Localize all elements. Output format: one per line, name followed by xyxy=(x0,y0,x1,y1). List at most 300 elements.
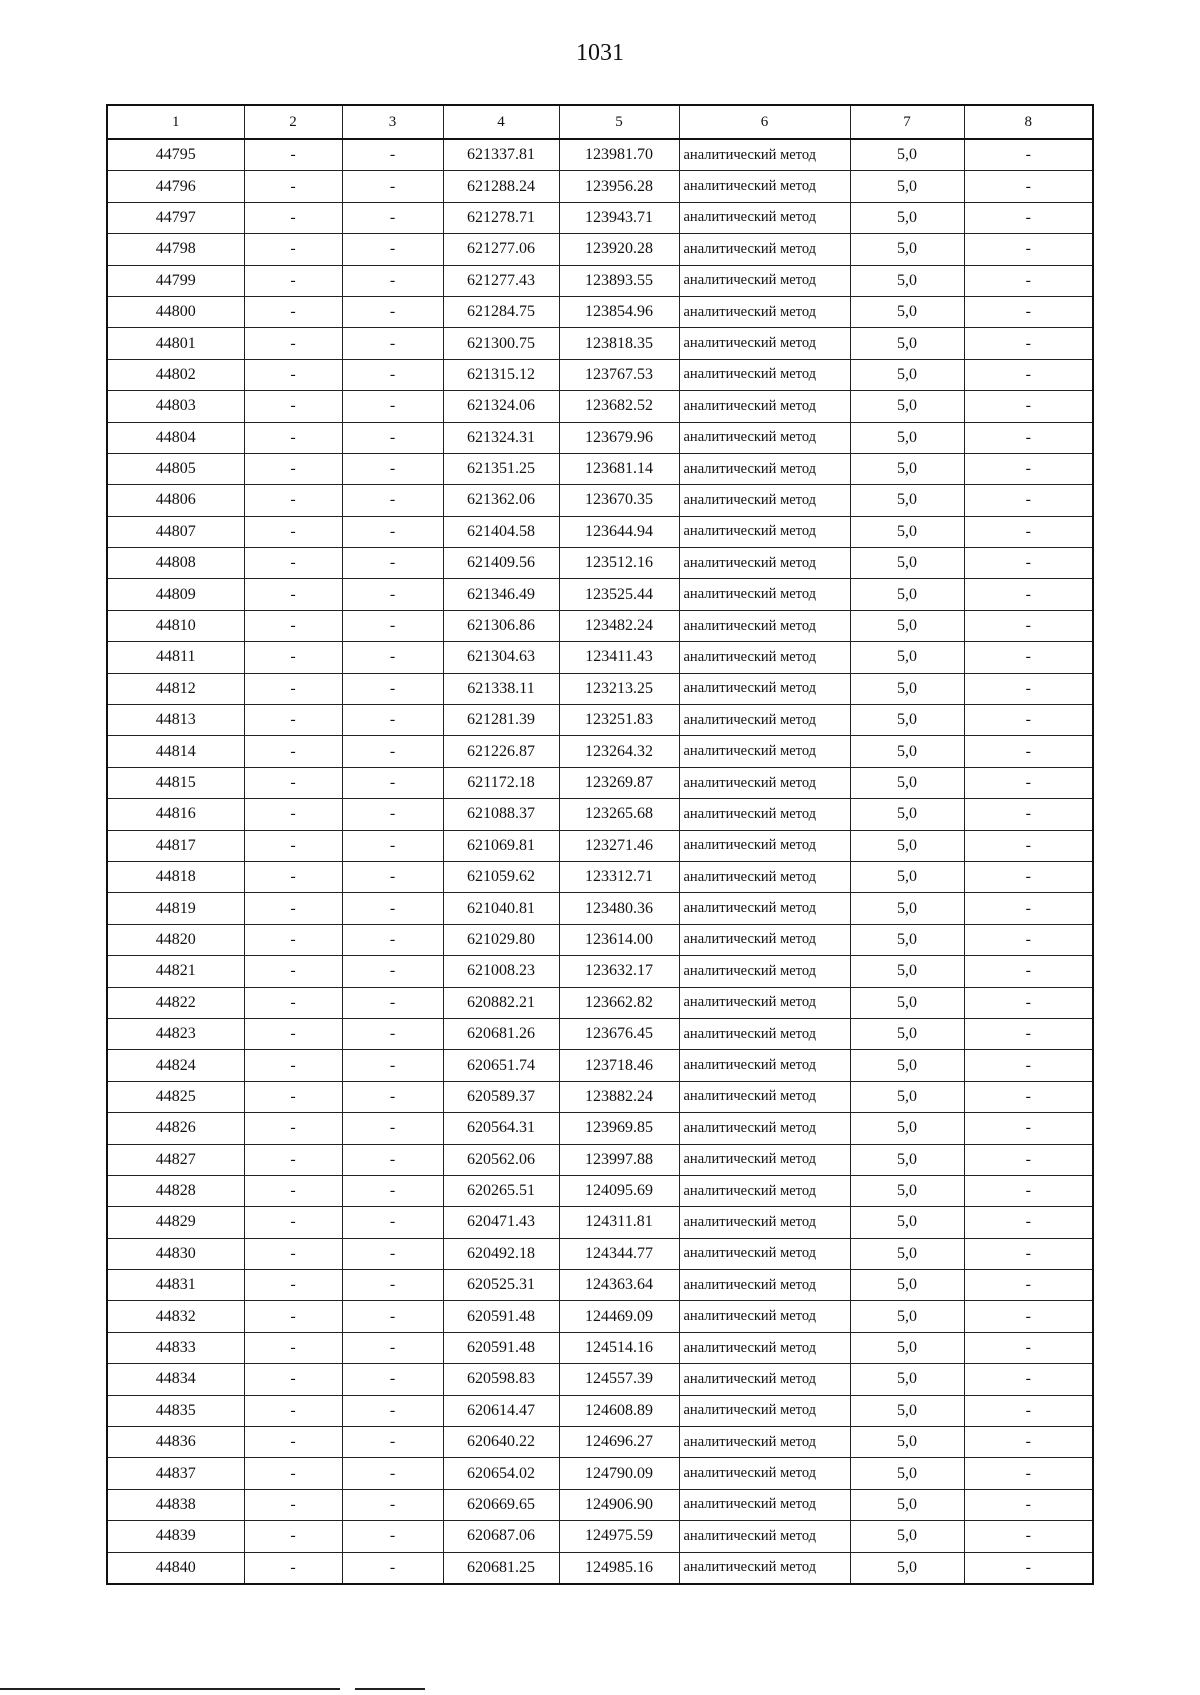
table-cell: аналитический метод xyxy=(679,1552,850,1584)
table-cell: 5,0 xyxy=(850,485,964,516)
table-cell: - xyxy=(342,1301,443,1332)
table-cell: 5,0 xyxy=(850,1113,964,1144)
table-row xyxy=(107,234,1093,265)
table-cell: 44820 xyxy=(107,924,244,955)
table-cell: - xyxy=(244,579,342,610)
table-cell: 620654.02 xyxy=(443,1458,559,1489)
table-cell: 621337.81 xyxy=(443,139,559,171)
table-cell: 5,0 xyxy=(850,799,964,830)
table-cell: 5,0 xyxy=(850,548,964,579)
table-cell: 123512.16 xyxy=(559,548,679,579)
table-cell: - xyxy=(244,1395,342,1426)
table-cell: 123644.94 xyxy=(559,516,679,547)
table-cell: 5,0 xyxy=(850,139,964,171)
table-cell: 5,0 xyxy=(850,171,964,202)
table-cell: 44808 xyxy=(107,548,244,579)
table-cell: аналитический метод xyxy=(679,1238,850,1269)
table-cell: 621278.71 xyxy=(443,202,559,233)
table-cell: 621059.62 xyxy=(443,861,559,892)
table-cell: 5,0 xyxy=(850,610,964,641)
table-cell: - xyxy=(244,1364,342,1395)
table-cell: - xyxy=(342,893,443,924)
table-cell: 124363.64 xyxy=(559,1270,679,1301)
table-row xyxy=(107,359,1093,390)
table-cell: аналитический метод xyxy=(679,1332,850,1363)
table-cell: - xyxy=(342,705,443,736)
table-cell: 621281.39 xyxy=(443,705,559,736)
table-cell: аналитический метод xyxy=(679,139,850,171)
table-cell: 44818 xyxy=(107,861,244,892)
table-cell: - xyxy=(342,610,443,641)
table-cell: 44805 xyxy=(107,453,244,484)
table-cell: аналитический метод xyxy=(679,1018,850,1049)
table-cell: - xyxy=(964,1521,1093,1552)
table-cell: - xyxy=(244,1081,342,1112)
table-cell: 5,0 xyxy=(850,296,964,327)
coordinates-table xyxy=(106,104,1094,1585)
table-cell: 123882.24 xyxy=(559,1081,679,1112)
table-cell: 44811 xyxy=(107,642,244,673)
table-cell: 620562.06 xyxy=(443,1144,559,1175)
table-cell: - xyxy=(342,1018,443,1049)
table-cell: - xyxy=(964,705,1093,736)
table-row xyxy=(107,579,1093,610)
table-cell: 123969.85 xyxy=(559,1113,679,1144)
table-cell: - xyxy=(244,1301,342,1332)
table-cell: 123525.44 xyxy=(559,579,679,610)
column-header: 6 xyxy=(679,105,850,139)
table-cell: - xyxy=(964,1395,1093,1426)
table-cell: аналитический метод xyxy=(679,1364,850,1395)
table-cell: 620564.31 xyxy=(443,1113,559,1144)
table-row xyxy=(107,485,1093,516)
table-cell: - xyxy=(964,673,1093,704)
table-cell: аналитический метод xyxy=(679,861,850,892)
table-cell: 620591.48 xyxy=(443,1332,559,1363)
table-cell: 44827 xyxy=(107,1144,244,1175)
table-cell: 123920.28 xyxy=(559,234,679,265)
table-cell: 124514.16 xyxy=(559,1332,679,1363)
table-cell: 5,0 xyxy=(850,265,964,296)
table-cell: 44832 xyxy=(107,1301,244,1332)
table-cell: - xyxy=(244,548,342,579)
table-cell: - xyxy=(964,1364,1093,1395)
table-cell: - xyxy=(964,516,1093,547)
table-cell: - xyxy=(244,328,342,359)
table-cell: 44825 xyxy=(107,1081,244,1112)
table-cell: 44839 xyxy=(107,1521,244,1552)
table-cell: 123681.14 xyxy=(559,453,679,484)
table-cell: - xyxy=(342,296,443,327)
table-cell: - xyxy=(342,516,443,547)
table-cell: 123893.55 xyxy=(559,265,679,296)
table-cell: 44829 xyxy=(107,1207,244,1238)
table-cell: - xyxy=(244,987,342,1018)
table-cell: 621324.31 xyxy=(443,422,559,453)
table-cell: 44821 xyxy=(107,956,244,987)
table-cell: - xyxy=(342,1521,443,1552)
table-cell: - xyxy=(342,1081,443,1112)
table-cell: - xyxy=(964,1113,1093,1144)
table-cell: 44815 xyxy=(107,767,244,798)
column-header: 3 xyxy=(342,105,443,139)
table-cell: аналитический метод xyxy=(679,171,850,202)
table-cell: - xyxy=(964,1050,1093,1081)
table-cell: - xyxy=(244,1050,342,1081)
table-cell: 44810 xyxy=(107,610,244,641)
table-cell: - xyxy=(964,1427,1093,1458)
table-row xyxy=(107,799,1093,830)
table-row xyxy=(107,1270,1093,1301)
table-cell: 5,0 xyxy=(850,422,964,453)
table-cell: - xyxy=(342,328,443,359)
table-cell: аналитический метод xyxy=(679,799,850,830)
table-cell: аналитический метод xyxy=(679,1395,850,1426)
table-cell: 5,0 xyxy=(850,234,964,265)
table-cell: - xyxy=(244,391,342,422)
table-cell: 621069.81 xyxy=(443,830,559,861)
table-cell: - xyxy=(964,1207,1093,1238)
table-cell: 123213.25 xyxy=(559,673,679,704)
table-cell: 621172.18 xyxy=(443,767,559,798)
table-cell: - xyxy=(964,359,1093,390)
table-cell: 44800 xyxy=(107,296,244,327)
table-cell: аналитический метод xyxy=(679,1301,850,1332)
table-cell: 5,0 xyxy=(850,1081,964,1112)
table-cell: 44823 xyxy=(107,1018,244,1049)
table-cell: - xyxy=(244,924,342,955)
table-cell: 123679.96 xyxy=(559,422,679,453)
table-cell: - xyxy=(342,422,443,453)
table-cell: 621306.86 xyxy=(443,610,559,641)
table-cell: - xyxy=(244,799,342,830)
table-cell: - xyxy=(342,265,443,296)
table-cell: - xyxy=(964,1552,1093,1584)
table-cell: аналитический метод xyxy=(679,548,850,579)
table-cell: 5,0 xyxy=(850,1364,964,1395)
table-cell: 44798 xyxy=(107,234,244,265)
table-cell: 620651.74 xyxy=(443,1050,559,1081)
table-cell: 5,0 xyxy=(850,1427,964,1458)
table-cell: аналитический метод xyxy=(679,673,850,704)
table-cell: - xyxy=(342,767,443,798)
table-row xyxy=(107,548,1093,579)
table-cell: - xyxy=(244,202,342,233)
table-cell: 5,0 xyxy=(850,202,964,233)
table-cell: 123997.88 xyxy=(559,1144,679,1175)
table-cell: - xyxy=(244,610,342,641)
table-cell: 5,0 xyxy=(850,767,964,798)
table-cell: 5,0 xyxy=(850,1050,964,1081)
table-cell: - xyxy=(244,893,342,924)
table-cell: - xyxy=(342,1238,443,1269)
table-cell: - xyxy=(244,830,342,861)
table-cell: аналитический метод xyxy=(679,1270,850,1301)
table-cell: аналитический метод xyxy=(679,516,850,547)
table-header-row xyxy=(107,105,1093,139)
table-cell: 123632.17 xyxy=(559,956,679,987)
table-cell: - xyxy=(244,642,342,673)
table-cell: - xyxy=(244,453,342,484)
table-cell: аналитический метод xyxy=(679,987,850,1018)
table-cell: - xyxy=(244,1270,342,1301)
table-cell: 5,0 xyxy=(850,987,964,1018)
table-cell: 5,0 xyxy=(850,673,964,704)
table-cell: - xyxy=(964,485,1093,516)
table-cell: - xyxy=(342,171,443,202)
table-cell: 44840 xyxy=(107,1552,244,1584)
table-cell: аналитический метод xyxy=(679,296,850,327)
table-row xyxy=(107,171,1093,202)
table-cell: - xyxy=(244,673,342,704)
table-cell: 5,0 xyxy=(850,924,964,955)
table-cell: 123265.68 xyxy=(559,799,679,830)
table-cell: - xyxy=(342,1489,443,1520)
table-cell: 124557.39 xyxy=(559,1364,679,1395)
table-cell: - xyxy=(964,296,1093,327)
table-cell: аналитический метод xyxy=(679,767,850,798)
table-cell: 123411.43 xyxy=(559,642,679,673)
table-cell: 44833 xyxy=(107,1332,244,1363)
table-cell: 123682.52 xyxy=(559,391,679,422)
table-cell: - xyxy=(964,987,1093,1018)
table-cell: 5,0 xyxy=(850,736,964,767)
table-row xyxy=(107,893,1093,924)
table-row xyxy=(107,516,1093,547)
table-cell: - xyxy=(964,956,1093,987)
table-row xyxy=(107,830,1093,861)
table-cell: 621304.63 xyxy=(443,642,559,673)
table-cell: 621277.43 xyxy=(443,265,559,296)
table-cell: 44819 xyxy=(107,893,244,924)
table-cell: - xyxy=(342,1427,443,1458)
table-cell: - xyxy=(244,1207,342,1238)
table-row xyxy=(107,1301,1093,1332)
table-row xyxy=(107,1521,1093,1552)
table-cell: 621008.23 xyxy=(443,956,559,987)
table-cell: 123818.35 xyxy=(559,328,679,359)
table-cell: 123482.24 xyxy=(559,610,679,641)
table-cell: аналитический метод xyxy=(679,202,850,233)
table-row xyxy=(107,422,1093,453)
table-row xyxy=(107,673,1093,704)
table-cell: аналитический метод xyxy=(679,1144,850,1175)
table-cell: - xyxy=(342,861,443,892)
table-cell: - xyxy=(342,1113,443,1144)
table-cell: аналитический метод xyxy=(679,1207,850,1238)
table-cell: 620589.37 xyxy=(443,1081,559,1112)
table-row xyxy=(107,139,1093,171)
table-row xyxy=(107,705,1093,736)
table-cell: 5,0 xyxy=(850,1521,964,1552)
table-cell: 124095.69 xyxy=(559,1175,679,1206)
table-cell: 123943.71 xyxy=(559,202,679,233)
table-cell: - xyxy=(964,1301,1093,1332)
table-cell: - xyxy=(244,1144,342,1175)
table-cell: 123271.46 xyxy=(559,830,679,861)
table-cell: 621315.12 xyxy=(443,359,559,390)
table-cell: - xyxy=(342,1207,443,1238)
table-cell: аналитический метод xyxy=(679,234,850,265)
table-row xyxy=(107,1395,1093,1426)
table-cell: 44802 xyxy=(107,359,244,390)
table-cell: - xyxy=(342,359,443,390)
table-cell: - xyxy=(342,799,443,830)
table-cell: 123670.35 xyxy=(559,485,679,516)
table-cell: - xyxy=(244,1332,342,1363)
table-cell: 5,0 xyxy=(850,1018,964,1049)
table-cell: аналитический метод xyxy=(679,1175,850,1206)
table-cell: 44796 xyxy=(107,171,244,202)
table-cell: - xyxy=(964,736,1093,767)
table-cell: - xyxy=(342,987,443,1018)
table-cell: - xyxy=(342,202,443,233)
table-cell: 123956.28 xyxy=(559,171,679,202)
table-cell: 5,0 xyxy=(850,516,964,547)
table-row xyxy=(107,328,1093,359)
table-row xyxy=(107,1175,1093,1206)
table-cell: - xyxy=(964,548,1093,579)
table-cell: 5,0 xyxy=(850,1489,964,1520)
table-cell: аналитический метод xyxy=(679,610,850,641)
table-row xyxy=(107,610,1093,641)
table-row xyxy=(107,1364,1093,1395)
table-cell: - xyxy=(964,1458,1093,1489)
table-cell: 124311.81 xyxy=(559,1207,679,1238)
table-cell: 5,0 xyxy=(850,1207,964,1238)
table-cell: 123312.71 xyxy=(559,861,679,892)
table-cell: - xyxy=(244,736,342,767)
table-cell: 621346.49 xyxy=(443,579,559,610)
table-cell: 5,0 xyxy=(850,830,964,861)
table-cell: - xyxy=(244,861,342,892)
table-cell: - xyxy=(964,202,1093,233)
column-header: 7 xyxy=(850,105,964,139)
table-row xyxy=(107,1458,1093,1489)
table-cell: 124469.09 xyxy=(559,1301,679,1332)
table-cell: - xyxy=(964,799,1093,830)
table-cell: - xyxy=(964,893,1093,924)
table-cell: 44801 xyxy=(107,328,244,359)
table-cell: 123854.96 xyxy=(559,296,679,327)
table-cell: - xyxy=(964,391,1093,422)
table-cell: 621284.75 xyxy=(443,296,559,327)
table-cell: 621324.06 xyxy=(443,391,559,422)
table-row xyxy=(107,202,1093,233)
table-cell: - xyxy=(964,171,1093,202)
table-cell: аналитический метод xyxy=(679,1050,850,1081)
table-cell: - xyxy=(964,610,1093,641)
table-cell: - xyxy=(244,485,342,516)
table-row xyxy=(107,767,1093,798)
table-cell: 5,0 xyxy=(850,1144,964,1175)
table-cell: - xyxy=(244,1427,342,1458)
table-cell: аналитический метод xyxy=(679,1427,850,1458)
table-cell: 44831 xyxy=(107,1270,244,1301)
column-header: 4 xyxy=(443,105,559,139)
table-cell: - xyxy=(244,1521,342,1552)
table-cell: - xyxy=(964,1018,1093,1049)
table-cell: 5,0 xyxy=(850,328,964,359)
table-cell: 124985.16 xyxy=(559,1552,679,1584)
table-cell: - xyxy=(342,139,443,171)
table-cell: - xyxy=(244,1175,342,1206)
table-cell: - xyxy=(244,956,342,987)
table-cell: 44838 xyxy=(107,1489,244,1520)
table-cell: 124344.77 xyxy=(559,1238,679,1269)
table-row xyxy=(107,1552,1093,1584)
table-cell: - xyxy=(964,1144,1093,1175)
table-cell: - xyxy=(342,1175,443,1206)
table-cell: 620492.18 xyxy=(443,1238,559,1269)
table-row xyxy=(107,956,1093,987)
table-cell: - xyxy=(244,1458,342,1489)
table-row xyxy=(107,1427,1093,1458)
table-cell: 5,0 xyxy=(850,893,964,924)
table-cell: 44806 xyxy=(107,485,244,516)
table-cell: 620471.43 xyxy=(443,1207,559,1238)
table-cell: аналитический метод xyxy=(679,1489,850,1520)
table-cell: - xyxy=(964,924,1093,955)
table-cell: 5,0 xyxy=(850,579,964,610)
table-cell: - xyxy=(244,265,342,296)
table-row xyxy=(107,924,1093,955)
table-cell: 5,0 xyxy=(850,391,964,422)
table-cell: аналитический метод xyxy=(679,924,850,955)
table-cell: 44812 xyxy=(107,673,244,704)
table-cell: 5,0 xyxy=(850,453,964,484)
table-row xyxy=(107,736,1093,767)
table-cell: 44830 xyxy=(107,1238,244,1269)
table-cell: 5,0 xyxy=(850,1301,964,1332)
table-cell: - xyxy=(244,705,342,736)
table-cell: аналитический метод xyxy=(679,422,850,453)
table-cell: 44816 xyxy=(107,799,244,830)
table-cell: аналитический метод xyxy=(679,359,850,390)
table-cell: 621351.25 xyxy=(443,453,559,484)
table-cell: 123269.87 xyxy=(559,767,679,798)
table-cell: - xyxy=(244,1238,342,1269)
table-row xyxy=(107,987,1093,1018)
table-row xyxy=(107,1332,1093,1363)
table-cell: - xyxy=(964,234,1093,265)
table-cell: 44799 xyxy=(107,265,244,296)
table-cell: 5,0 xyxy=(850,359,964,390)
table-cell: 620681.25 xyxy=(443,1552,559,1584)
table-cell: 44824 xyxy=(107,1050,244,1081)
table-cell: - xyxy=(342,548,443,579)
table-cell: 620687.06 xyxy=(443,1521,559,1552)
table-cell: 123264.32 xyxy=(559,736,679,767)
table-cell: аналитический метод xyxy=(679,265,850,296)
table-cell: - xyxy=(342,485,443,516)
table-cell: 123251.83 xyxy=(559,705,679,736)
table-cell: - xyxy=(342,673,443,704)
table-cell: аналитический метод xyxy=(679,830,850,861)
table-cell: 5,0 xyxy=(850,861,964,892)
table-cell: - xyxy=(244,1113,342,1144)
table-cell: 123480.36 xyxy=(559,893,679,924)
table-cell: - xyxy=(964,265,1093,296)
table-row xyxy=(107,1113,1093,1144)
table-cell: 621040.81 xyxy=(443,893,559,924)
table-cell: 621288.24 xyxy=(443,171,559,202)
page-number: 1031 xyxy=(576,40,624,66)
table-cell: аналитический метод xyxy=(679,1113,850,1144)
table-row xyxy=(107,1144,1093,1175)
table-cell: - xyxy=(244,1489,342,1520)
table-cell: - xyxy=(244,234,342,265)
